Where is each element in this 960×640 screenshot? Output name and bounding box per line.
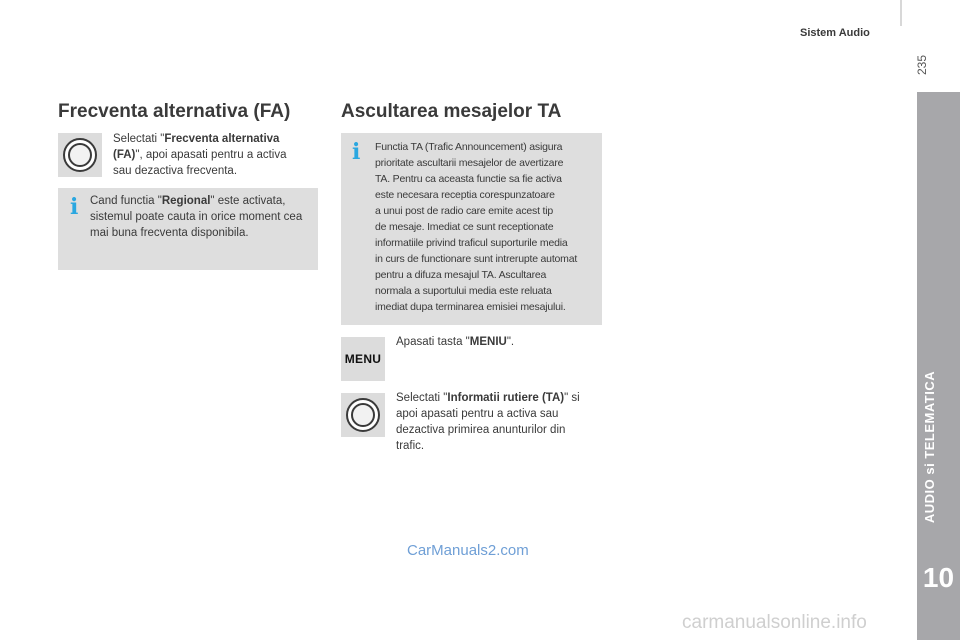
rotary-knob-icon [58,133,102,177]
rotary-knob-icon [341,393,385,437]
ta-info-line: TA. Pentru ca aceasta functie sa fie activa [375,173,562,185]
fa-instruction: Selectati "Frecventa alternativa (FA)", apoi apasati pentru a activa sau dezactiva frecventa. [113,133,287,177]
menu-key-label: MENU [344,352,382,366]
watermark-carmanualsonline: carmanualsonline.info [682,612,867,633]
watermark-carmanuals2: CarManuals2.com [407,542,529,559]
ta-info-line: prioritate ascultarii mesajelor de avertizare [375,157,564,169]
ta-info-line: pentru a difuza mesajul TA. Ascultarea [375,269,547,281]
ta-info-line: in curs de functionare sunt intrerupte automat [375,253,578,265]
ta-info-line: normala a suportului media este reluata [375,285,552,297]
ta-info-box [341,133,602,325]
section-title: Sistem Audio [800,27,870,39]
ta-info-line: a unui post de radio care emite acest tip [375,205,553,217]
ta-step-select: Selectati "Informatii rutiere (TA)" si apoi apasati pentru a activa sau dezactiva primirea anunturilor din trafic. [396,392,580,452]
chapter-title: AUDIO si TELEMATICA [922,370,937,524]
ta-step-menu: Apasati tasta "MENIU". [396,336,515,348]
ta-info-line: Functia TA (Trafic Announcement) asigura [375,141,563,153]
heading-alternative-frequency: Frecventa alternativa (FA) [58,101,291,122]
heading-ta-messages: Ascultarea mesajelor TA [341,101,562,122]
ta-info-line: de mesaje. Imediat ce sunt receptionate [375,221,554,233]
ta-info-line: informatiile privind traficul suporturile media [375,237,568,249]
info-icon: i [70,194,79,220]
fa-info-box [58,188,318,270]
chapter-number: 10 [922,562,955,593]
ta-info-text [375,139,601,315]
info-icon: i [352,139,361,165]
header-divider [900,0,902,26]
fa-info-text: Cand functia "Regional" este activata, sistemul poate cauta in orice moment cea mai buna frecventa disponibila. [90,195,303,239]
page-number: 235 [915,54,929,76]
ta-info-line: este necesara receptia corespunzatoare [375,189,555,201]
menu-key-icon [341,337,385,381]
ta-info-line: imediat dupa terminarea emisiei mesajului. [375,301,566,313]
